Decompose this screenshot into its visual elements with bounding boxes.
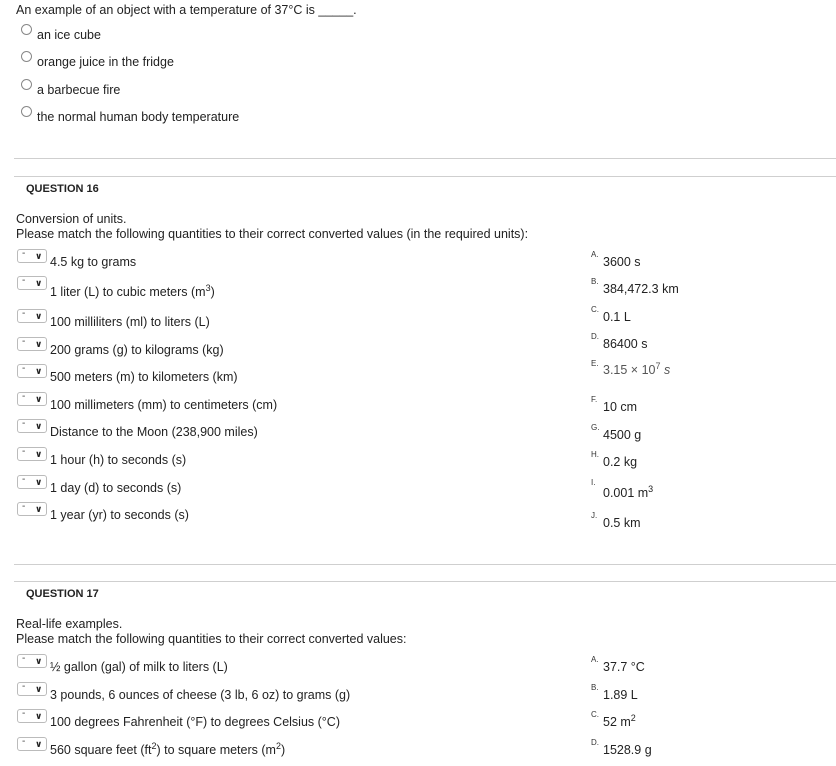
prompt-tail: ): [280, 743, 286, 757]
radio-option-3[interactable]: [21, 79, 32, 90]
question-17-intro-1: Real-life examples.: [16, 617, 123, 631]
answer-exponent: 7: [655, 360, 661, 371]
chevron-down-icon: ∨: [35, 311, 43, 321]
answer-letter: C.: [591, 305, 599, 314]
select-value: -: [22, 363, 26, 374]
option-2-label: orange juice in the fridge: [37, 55, 174, 69]
chevron-down-icon: ∨: [35, 394, 43, 404]
prompt: [50, 740, 286, 757]
prompt: Distance to the Moon (238,900 miles): [50, 425, 258, 439]
answer-letter: B.: [591, 277, 599, 286]
answer-letter: D.: [591, 332, 599, 341]
answer: 384,472.3 km: [603, 282, 679, 296]
divider: [14, 176, 836, 177]
chevron-down-icon: ∨: [35, 711, 43, 721]
divider: [14, 564, 836, 565]
answer: 86400 s: [603, 337, 648, 351]
match-select[interactable]: [17, 682, 47, 696]
prompt: 1 hour (h) to seconds (s): [50, 453, 187, 467]
match-select[interactable]: [17, 392, 47, 406]
select-value: -: [22, 446, 26, 457]
answer-letter: A.: [591, 250, 599, 259]
answer-text: 0.001 m: [603, 486, 649, 500]
answer: 37.7 °C: [603, 660, 645, 674]
chevron-down-icon: ∨: [35, 477, 43, 487]
chevron-down-icon: ∨: [35, 684, 43, 694]
select-value: -: [22, 248, 26, 259]
select-value: -: [22, 308, 26, 319]
answer: 0.1 L: [603, 310, 631, 324]
answer: 1.89 L: [603, 688, 638, 702]
answer-letter: G.: [591, 423, 600, 432]
chevron-down-icon: ∨: [35, 656, 43, 666]
chevron-down-icon: ∨: [35, 278, 43, 288]
prompt: 100 milliliters (ml) to liters (L): [50, 315, 210, 329]
answer-letter: I.: [591, 478, 596, 487]
chevron-down-icon: ∨: [35, 366, 43, 376]
select-value: -: [22, 681, 26, 692]
chevron-down-icon: ∨: [35, 449, 43, 459]
match-select[interactable]: [17, 364, 47, 378]
match-select[interactable]: [17, 502, 47, 516]
answer: 10 cm: [603, 400, 638, 414]
divider: [14, 158, 836, 159]
match-select[interactable]: [17, 654, 47, 668]
answer-letter: J.: [591, 511, 598, 520]
option-1-label: an ice cube: [37, 28, 101, 42]
answer-text: 3.15 × 10: [603, 363, 656, 377]
prompt-text: 1 liter (L) to cubic meters (m: [50, 285, 206, 299]
match-select[interactable]: [17, 419, 47, 433]
answer: [603, 483, 654, 500]
answer: 1528.9 g: [603, 743, 652, 757]
answer-superscript: 3: [648, 483, 654, 494]
select-value: -: [22, 501, 26, 512]
prompt-text: 560 square feet (ft: [50, 743, 152, 757]
chevron-down-icon: ∨: [35, 421, 43, 431]
radio-option-2[interactable]: [21, 51, 32, 62]
select-value: -: [22, 418, 26, 429]
question-17-intro-2: Please match the following quantities to their correct converted values:: [16, 632, 407, 646]
prompt: 500 meters (m) to kilometers (km): [50, 370, 238, 384]
answer: 0.2 kg: [603, 455, 638, 469]
question-15-text: An example of an object with a temperature of 37°C is _____.: [16, 3, 357, 17]
match-select[interactable]: [17, 276, 47, 290]
chevron-down-icon: ∨: [35, 251, 43, 261]
radio-option-4[interactable]: [21, 106, 32, 117]
select-value: -: [22, 474, 26, 485]
answer-letter: B.: [591, 683, 599, 692]
match-select[interactable]: [17, 737, 47, 751]
answer-letter: E.: [591, 359, 599, 368]
option-3-label: a barbecue fire: [37, 83, 121, 97]
chevron-down-icon: ∨: [35, 339, 43, 349]
prompt: 4.5 kg to grams: [50, 255, 137, 269]
select-value: -: [22, 336, 26, 347]
divider: [14, 581, 836, 582]
answer-unit: s: [663, 363, 671, 377]
select-value: -: [22, 653, 26, 664]
prompt-tail: ): [210, 285, 215, 299]
chevron-down-icon: ∨: [35, 739, 43, 749]
prompt-superscript: 3: [205, 282, 211, 293]
match-select[interactable]: [17, 709, 47, 723]
question-16-title: QUESTION 16: [26, 183, 99, 195]
prompt-superscript: 2: [151, 740, 157, 751]
answer: 4500 g: [603, 428, 642, 442]
prompt: 200 grams (g) to kilograms (kg): [50, 343, 224, 357]
option-4-label: the normal human body temperature: [37, 110, 240, 124]
match-select[interactable]: [17, 447, 47, 461]
match-select[interactable]: [17, 475, 47, 489]
answer-text: 52 m: [603, 715, 631, 729]
prompt: 100 degrees Fahrenheit (°F) to degrees Celsius (°C): [50, 715, 340, 729]
question-16-intro-1: Conversion of units.: [16, 212, 127, 226]
question-17-title: QUESTION 17: [26, 588, 99, 600]
answer: [603, 360, 671, 377]
prompt-mid: ) to square meters (m: [156, 743, 276, 757]
radio-option-1[interactable]: [21, 24, 32, 35]
select-value: -: [22, 275, 26, 286]
select-value: -: [22, 391, 26, 402]
prompt: 1 day (d) to seconds (s): [50, 481, 182, 495]
answer-letter: C.: [591, 710, 599, 719]
match-select[interactable]: [17, 249, 47, 263]
answer: 0.5 km: [603, 516, 641, 530]
answer-letter: H.: [591, 450, 599, 459]
chevron-down-icon: ∨: [35, 504, 43, 514]
match-select[interactable]: [17, 337, 47, 351]
select-value: -: [22, 708, 26, 719]
answer: [603, 712, 636, 729]
answer-superscript: 2: [630, 712, 636, 723]
question-16-intro-2: Please match the following quantities to their correct converted values (in the required units):: [16, 227, 529, 241]
prompt: 3 pounds, 6 ounces of cheese (3 lb, 6 oz) to grams (g): [50, 688, 351, 702]
prompt-superscript: 2: [275, 740, 281, 751]
answer: 3600 s: [603, 255, 641, 269]
prompt: [50, 282, 215, 299]
select-value: -: [22, 736, 26, 747]
prompt: ½ gallon (gal) of milk to liters (L): [50, 660, 228, 674]
match-select[interactable]: [17, 309, 47, 323]
prompt: 1 year (yr) to seconds (s): [50, 508, 189, 522]
answer-letter: D.: [591, 738, 599, 747]
answer-letter: F.: [591, 395, 598, 404]
answer-letter: A.: [591, 655, 599, 664]
prompt: 100 millimeters (mm) to centimeters (cm): [50, 398, 278, 412]
